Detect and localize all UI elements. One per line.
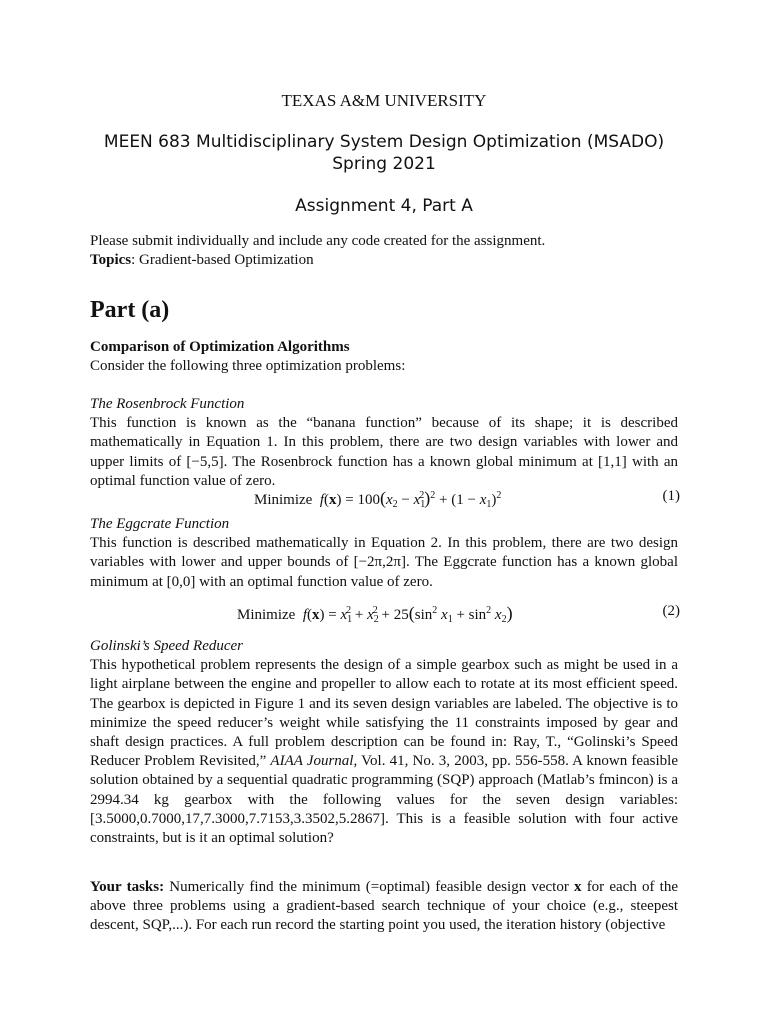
rosenbrock-section <box>90 395 678 491</box>
part-intro <box>90 338 678 376</box>
journal-name: AIAA Journal <box>270 753 354 770</box>
golinski-text-part1: This hypothetical problem represents the design of a simple gearbox such as might be used in a light airplane between the engine and propeller to allow each to rotate at its most efficient speed. The gearbox is depicted in Figure 1 and its seven design variables are labeled. The objective is to minimize the speed reducer’s weight while satisfying the 11 constraints imposed by gear and shaft design practices. A full problem description can be found in: Ray, T., “Golinski’s Speed Reducer Problem Revisited,” <box>90 657 678 770</box>
problems-lead: Consider the following three optimization problems: <box>90 358 406 375</box>
part-heading: Part (a) <box>90 297 170 323</box>
equation-2 <box>90 603 680 625</box>
tasks-text <box>90 878 678 936</box>
equation-2-number: (2) <box>662 603 680 619</box>
equation-1-number: (1) <box>662 488 680 504</box>
equation-1 <box>90 488 680 510</box>
equation-2-label: Minimize <box>237 607 296 623</box>
course-title-line1: MEEN 683 Multidisciplinary System Design Optimization (MSADO) <box>103 132 665 152</box>
tasks-section <box>90 878 678 936</box>
tasks-text-part2: for each of the above three problems using a gradient-based search technique of your choice (e.g., steepest descent, SQP,...). For each run record the starting point you used, the iteration history (objective <box>90 879 678 934</box>
eggcrate-section <box>90 515 678 592</box>
tasks-label: Your tasks: <box>90 879 165 895</box>
equation-2-expression: Minimize $f(x) = x_1^2 + x_2^2 + 25(\sin^2$ $x_1 + \sin^2 x_2$) <box>237 603 513 625</box>
equation-1-label: Minimize <box>254 492 313 508</box>
assignment-title: Assignment 4, Part A <box>295 196 473 216</box>
topics-line <box>90 251 678 270</box>
intro-block <box>90 232 678 270</box>
eggcrate-text: This function is described mathematically in Equation 2. In this problem, there are two design variables with lower and upper bounds of [−2π,2π]. The Eggcrate function has a known global minimum at [0,0] with an optimal function value of zero. <box>90 535 678 590</box>
golinski-text-part2: , Vol. 41, No. 3, 2003, pp. 556-558. A known feasible solution obtained by a sequential quadratic programming (SQP) approach (Matlab’s fmincon) is a 2994.34 kg gearbox with the following values for the seven design variables: [3.5000,0.7000,17,7.3000,7.7153,3.3502,5.2867]. This is a feasible solution with four active constraints, but is it an optimal solution? <box>90 753 679 847</box>
tasks-text-part1: Numerically find the minimum (=optimal) feasible design vector <box>164 879 575 895</box>
university-name: TEXAS A&M UNIVERSITY <box>281 91 487 110</box>
eggcrate-title: The Eggcrate Function <box>90 516 230 532</box>
equation-1-expression: Minimize $f(x) = 100(x_2 - x_1^2)^2 + (1 - x_1)^2$ <box>254 488 502 510</box>
design-vector-symbol: x <box>574 879 582 895</box>
course-title <box>0 131 768 175</box>
topics-label: Topics <box>90 252 132 269</box>
topics-value: : Gradient-based Optimization <box>131 252 314 269</box>
golinski-section <box>90 637 678 848</box>
rosenbrock-title: The Rosenbrock Function <box>90 396 245 412</box>
comparison-heading: Comparison of Optimization Algorithms <box>90 339 350 355</box>
golinski-text <box>90 656 678 848</box>
golinski-title: Golinski’s Speed Reducer <box>90 638 244 654</box>
rosenbrock-text: This function is known as the “banana function” because of its shape; it is described mathematically in Equation 1. In this problem, there are two design variables with lower and upper limits of [−5,5]. The Rosenbrock function has a known global minimum at [1,1] with an optimal function value of zero. <box>90 415 678 489</box>
instruction-text: Please submit individually and include any code created for the assignment. <box>90 233 546 249</box>
course-title-line2: Spring 2021 <box>332 154 436 174</box>
